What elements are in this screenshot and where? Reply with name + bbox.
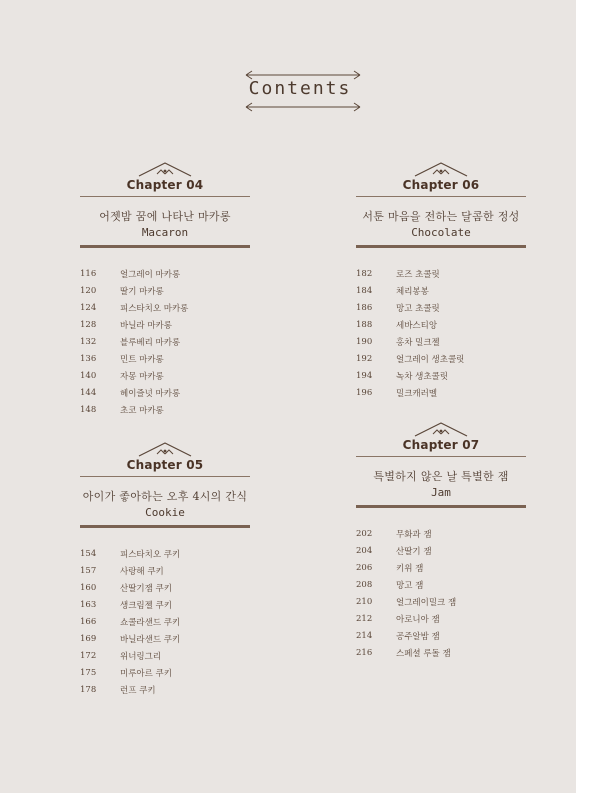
page-number: 192 [356, 353, 373, 364]
toc-entry[interactable] [356, 593, 526, 610]
toc-entry[interactable] [80, 647, 250, 664]
page-number: 186 [356, 302, 373, 313]
entry-name: 사랑해 쿠키 [120, 566, 164, 577]
section-title-english: Jam [431, 486, 451, 499]
entry-name: 얼그레이 마카롱 [120, 269, 181, 280]
entry-name: 망고 잼 [396, 580, 424, 591]
entry-name: 키위 잼 [396, 563, 424, 574]
section-title-english: Cookie [145, 506, 185, 519]
entry-name: 위너링그리 [120, 651, 162, 662]
house-ornament-icon [411, 162, 471, 178]
chapter-section-07 [356, 422, 526, 661]
entry-name: 무화과 잼 [396, 529, 432, 540]
entry-name: 생크림젤 쿠키 [120, 600, 172, 611]
house-ornament-icon [411, 422, 471, 438]
toc-entry[interactable] [356, 610, 526, 627]
toc-entry[interactable] [356, 576, 526, 593]
page-number: 166 [80, 616, 97, 627]
page-number: 216 [356, 647, 373, 658]
page-number: 120 [80, 285, 97, 296]
entry-name: 스페셜 루돌 잼 [396, 648, 451, 659]
page-number: 190 [356, 336, 373, 347]
divider [356, 505, 526, 508]
page-number: 196 [356, 387, 373, 398]
toc-entry[interactable] [356, 265, 526, 282]
toc-entry[interactable] [356, 525, 526, 542]
toc-entry[interactable] [80, 596, 250, 613]
toc-entry[interactable] [80, 613, 250, 630]
entry-name: 로즈 초콜릿 [396, 269, 440, 280]
section-title-korean: 어젯밤 꿈에 나타난 마카롱 [99, 210, 231, 223]
toc-entry[interactable] [356, 299, 526, 316]
page-number: 182 [356, 268, 373, 279]
chapter-label: Chapter 05 [126, 458, 204, 472]
toc-entry[interactable] [80, 282, 250, 299]
toc-entry[interactable] [80, 401, 250, 418]
toc-entry[interactable] [80, 630, 250, 647]
toc-entry[interactable] [356, 316, 526, 333]
toc-entry[interactable] [356, 350, 526, 367]
entry-name: 블루베리 마카롱 [120, 337, 181, 348]
toc-entry[interactable] [80, 367, 250, 384]
page-number: 210 [356, 596, 373, 607]
page-number: 202 [356, 528, 373, 539]
chapter-section-06 [356, 162, 526, 401]
section-title-korean: 서툰 마음을 전하는 달콤한 정성 [362, 210, 520, 223]
page-number: 163 [80, 599, 97, 610]
toc-entry[interactable] [356, 384, 526, 401]
contents-header [0, 64, 576, 120]
toc-entry[interactable] [356, 333, 526, 350]
toc-entry[interactable] [80, 664, 250, 681]
toc-entry[interactable] [80, 333, 250, 350]
section-title-english: Macaron [141, 226, 189, 239]
page-number: 194 [356, 370, 373, 381]
toc-entry[interactable] [80, 316, 250, 333]
toc-entry[interactable] [356, 644, 526, 661]
entry-name: 미루아르 쿠키 [120, 668, 172, 679]
toc-entry[interactable] [80, 579, 250, 596]
page-number: 214 [356, 630, 373, 641]
chapter-section-04 [80, 162, 250, 418]
entry-name: 홍차 밀크젤 [396, 337, 440, 348]
house-ornament-icon [135, 442, 195, 458]
entry-name: 산딸기잼 쿠키 [120, 583, 172, 594]
page-number: 148 [80, 404, 97, 415]
page-number: 212 [356, 613, 373, 624]
page-number: 160 [80, 582, 97, 593]
entry-name: 자몽 마카롱 [120, 371, 164, 382]
page-number: 144 [80, 387, 97, 398]
page-number: 154 [80, 548, 97, 559]
entry-name: 체리봉봉 [396, 286, 429, 297]
toc-entry[interactable] [356, 282, 526, 299]
entry-name: 민트 마카롱 [120, 354, 164, 365]
entry-name: 딸기 마카롱 [120, 286, 164, 297]
toc-entry[interactable] [80, 384, 250, 401]
toc-entry[interactable] [356, 627, 526, 644]
toc-entry[interactable] [356, 542, 526, 559]
divider [356, 456, 526, 457]
entry-name: 밀크캐러멜 [396, 388, 438, 399]
toc-entry[interactable] [80, 545, 250, 562]
entry-name: 바닐라샌드 쿠키 [120, 634, 181, 645]
page-number: 172 [80, 650, 97, 661]
toc-entry[interactable] [80, 350, 250, 367]
section-title-korean: 아이가 좋아하는 오후 4시의 간식 [82, 490, 248, 503]
divider [80, 476, 250, 477]
entry-name: 얼그레이밀크 잼 [396, 597, 457, 608]
entry-name: 바닐라 마카롱 [120, 320, 172, 331]
entry-name: 아로니아 잼 [396, 614, 440, 625]
toc-entry[interactable] [356, 559, 526, 576]
page-number: 188 [356, 319, 373, 330]
divider [80, 196, 250, 197]
divider [356, 196, 526, 197]
page-number: 124 [80, 302, 97, 313]
chapter-section-05 [80, 442, 250, 698]
chapter-label: Chapter 07 [402, 438, 480, 452]
entry-name: 세바스티앙 [396, 320, 438, 331]
entry-name: 얼그레이 생초콜릿 [396, 354, 465, 365]
entry-name: 쇼콜라샌드 쿠키 [120, 617, 181, 628]
section-title-english: Chocolate [411, 226, 471, 239]
toc-entry[interactable] [80, 681, 250, 698]
divider [356, 245, 526, 248]
entry-name: 런프 쿠키 [120, 685, 156, 696]
entry-name: 헤이즐넛 마카롱 [120, 388, 181, 399]
page-number: 136 [80, 353, 97, 364]
chapter-label: Chapter 06 [402, 178, 480, 192]
entry-name: 산딸기 잼 [396, 546, 432, 557]
page-number: 140 [80, 370, 97, 381]
toc-entry[interactable] [80, 265, 250, 282]
toc-entry[interactable] [80, 299, 250, 316]
entry-name: 피스타치오 쿠키 [120, 549, 181, 560]
toc-entry[interactable] [356, 367, 526, 384]
page-number: 208 [356, 579, 373, 590]
page-number: 178 [80, 684, 97, 695]
ornamental-rule-bottom [244, 102, 362, 112]
divider [80, 245, 250, 248]
page-title: Contents [248, 78, 352, 99]
page-number: 132 [80, 336, 97, 347]
entry-name: 피스타치오 마카롱 [120, 303, 189, 314]
section-title-korean: 특별하지 않은 날 특별한 잼 [373, 470, 509, 483]
house-ornament-icon [135, 162, 195, 178]
page-number: 175 [80, 667, 97, 678]
page-number: 157 [80, 565, 97, 576]
chapter-label: Chapter 04 [126, 178, 204, 192]
page-number: 206 [356, 562, 373, 573]
page-number: 128 [80, 319, 97, 330]
toc-entry[interactable] [80, 562, 250, 579]
entry-name: 초코 마카롱 [120, 405, 164, 416]
entry-name: 망고 초콜릿 [396, 303, 440, 314]
divider [80, 525, 250, 528]
page-number: 169 [80, 633, 97, 644]
page-number: 204 [356, 545, 373, 556]
page-number: 184 [356, 285, 373, 296]
entry-name: 녹차 생초콜릿 [396, 371, 448, 382]
entry-name: 공주알밤 잼 [396, 631, 440, 642]
page-number: 116 [80, 268, 97, 279]
